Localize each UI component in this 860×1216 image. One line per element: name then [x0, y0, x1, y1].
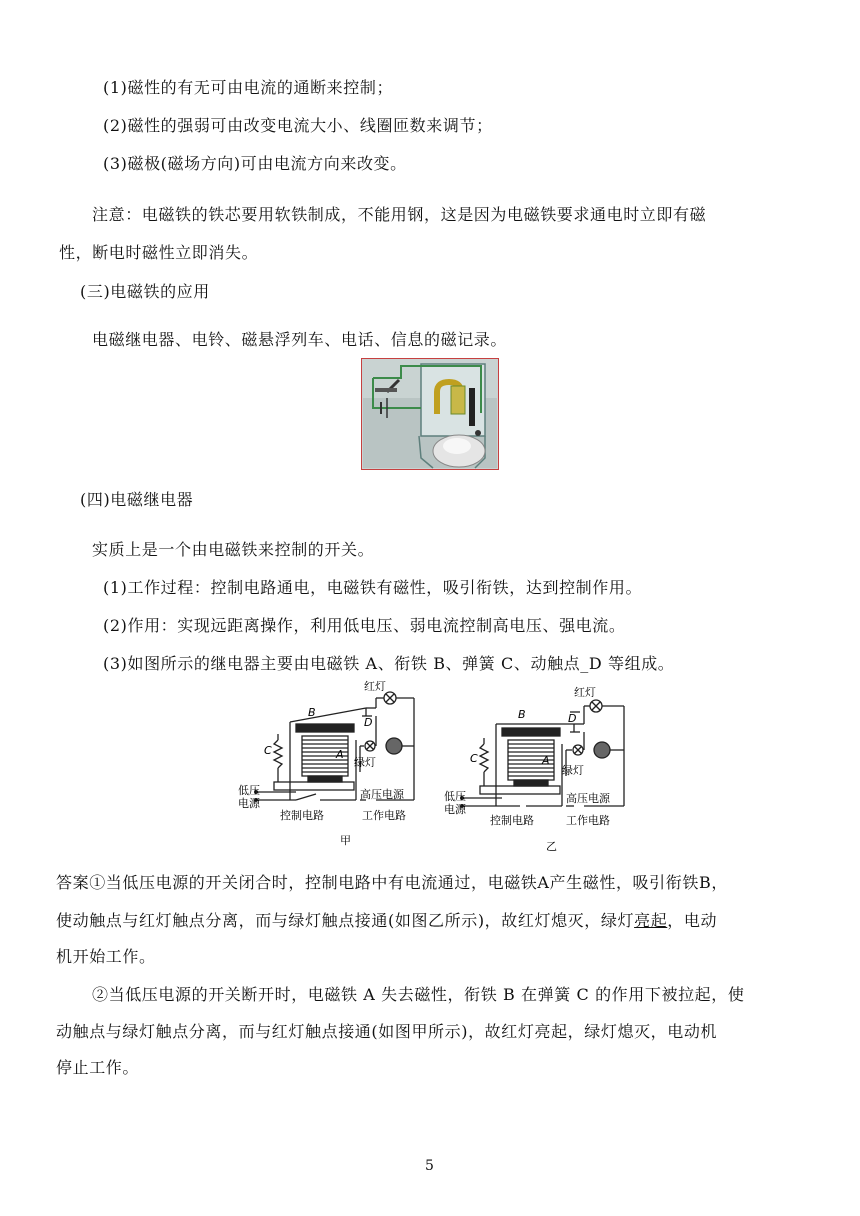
- jia-control-circuit: 控制电路: [280, 809, 324, 822]
- jia-caption: 甲: [340, 834, 351, 847]
- answer-2-line-1: ②当低压电源的开关断开时，电磁铁 A 失去磁性，衔铁 B 在弹簧 C 的作用下被拉起，使: [92, 985, 745, 1004]
- relay-essence: 实质上是一个由电磁铁来控制的开关。: [92, 540, 375, 559]
- jia-low-voltage: 低压: [238, 784, 260, 797]
- answer-2-line-2: 动触点与绿灯触点分离，而与红灯触点接通(如图甲所示)，故红灯亮起，绿灯熄灭，电动机: [56, 1022, 718, 1041]
- answer-1-underlined: 亮起: [634, 911, 668, 930]
- answer-1-line-2-b: ，电动: [667, 911, 718, 930]
- yi-high-voltage: 高压电源: [566, 792, 610, 805]
- jia-red-lamp: 红灯: [364, 680, 386, 693]
- applications-text: 电磁继电器、电铃、磁悬浮列车、电话、信息的磁记录。: [92, 330, 508, 349]
- heading-applications: (三)电磁铁的应用: [80, 282, 210, 301]
- yi-label-D: D: [568, 712, 577, 725]
- jia-high-voltage: 高压电源: [360, 788, 404, 801]
- answer-1-line-2-a: 使动触点与红灯触点分离，而与绿灯触点接通(如图乙所示)，故红灯熄灭，绿灯: [56, 911, 635, 930]
- answer-1-line-2: [56, 911, 717, 931]
- yi-label-B: B: [518, 708, 526, 721]
- relay-point-1: (1)工作过程：控制电路通电，电磁铁有磁性，吸引衔铁，达到控制作用。: [103, 578, 643, 597]
- jia-work-circuit: 工作电路: [362, 809, 406, 822]
- yi-control-circuit: 控制电路: [490, 814, 534, 827]
- yi-red-lamp: 红灯: [574, 686, 596, 699]
- yi-caption: 乙: [546, 840, 557, 853]
- yi-low-voltage: 低压: [444, 790, 466, 803]
- yi-label-A: A: [542, 754, 550, 767]
- property-3: (3)磁极(磁场方向)可由电流方向来改变。: [103, 154, 407, 173]
- answer-1-line-3: 机开始工作。: [56, 947, 156, 966]
- jia-label-B: B: [308, 706, 316, 719]
- jia-label-D: D: [364, 716, 373, 729]
- note-line-2: 性，断电时磁性立即消失。: [59, 243, 259, 262]
- relay-point-2: (2)作用：实现远距离操作，利用低电压、弱电流控制高电压、强电流。: [103, 616, 626, 635]
- electric-bell-figure: [361, 358, 499, 470]
- jia-green-lamp: 绿灯: [354, 756, 376, 769]
- property-1: (1)磁性的有无可由电流的通断来控制；: [103, 78, 394, 97]
- relay-figure-yi: [440, 684, 636, 856]
- relay-point-3: (3)如图所示的继电器主要由电磁铁 A、衔铁 B、弹簧 C、动触点_D 等组成。: [103, 654, 675, 673]
- answer-2-line-3: 停止工作。: [56, 1058, 140, 1077]
- note-line-1: 注意：电磁铁的铁芯要用软铁制成，不能用钢，这是因为电磁铁要求通电时立即有磁: [92, 205, 707, 224]
- yi-power-source: 电源: [444, 803, 466, 816]
- property-2: (2)磁性的强弱可由改变电流大小、线圈匝数来调节；: [103, 116, 493, 135]
- jia-power-source: 电源: [238, 797, 260, 810]
- yi-green-lamp: 绿灯: [562, 764, 584, 777]
- page-number: 5: [425, 1158, 435, 1174]
- jia-label-C: C: [264, 744, 272, 757]
- answer-1-line-1: 答案①当低压电源的开关闭合时，控制电路中有电流通过，电磁铁A产生磁性，吸引衔铁B，: [56, 873, 728, 892]
- yi-work-circuit: 工作电路: [566, 814, 610, 827]
- relay-figure-jia: [236, 680, 426, 850]
- jia-label-A: A: [336, 748, 344, 761]
- heading-relay: (四)电磁继电器: [80, 490, 194, 509]
- yi-label-C: C: [470, 752, 478, 765]
